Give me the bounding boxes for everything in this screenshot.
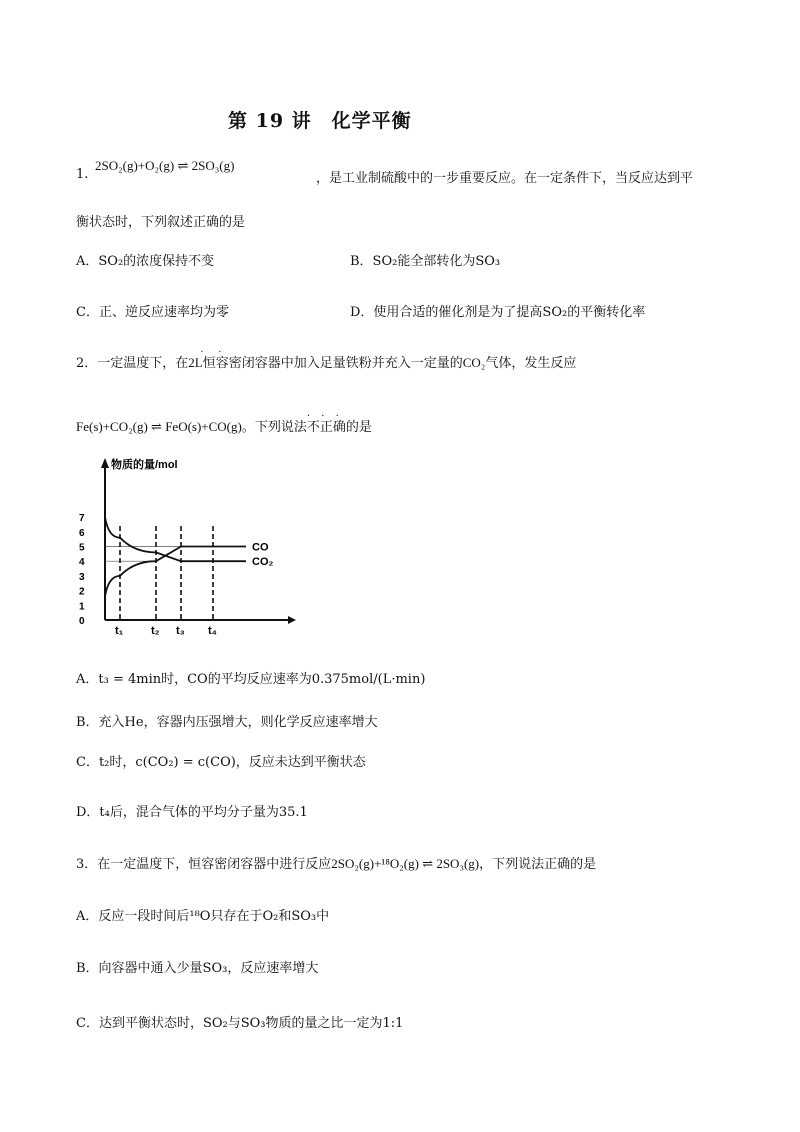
q1-option-b: B．SO₂能全部转化为SO₃ — [350, 254, 501, 269]
y-axis-label: 物质的量/mol — [111, 459, 178, 471]
q3-option-a: A．反应一段时间后¹⁸O只存在于O₂和SO₃中 — [76, 909, 330, 924]
y-tick-label: 0 — [79, 616, 85, 627]
q1-option-d: D．使用合适的催化剂是为了提高SO₂的平衡转化率 — [350, 305, 646, 320]
x-tick-label: t₄ — [208, 625, 217, 637]
q3-option-b: B．向容器中通入少量SO₃，反应速率增大 — [76, 961, 319, 976]
q2-volume: 2L · · — [188, 355, 202, 370]
q1-number: 1. — [76, 167, 89, 182]
x-tick-label: t₃ — [176, 625, 185, 637]
y-tick-label: 5 — [79, 542, 85, 554]
q2-option-c: C．t₂时，c(CO₂) = c(CO)，反应未达到平衡状态 — [76, 755, 366, 770]
q2-co2: CO₂ — [462, 355, 486, 370]
y-tick-label: 2 — [79, 586, 85, 598]
q2-stem-part2: 恒容密闭容器中加入足量铁粉并充入一定量的 — [202, 356, 463, 371]
q1-stem-line1: ，是工业制硫酸中的一步重要反应。在一定条件下，当反应达到平 — [316, 171, 694, 186]
q2-stem-part3: 气体，发生反应 — [485, 356, 577, 371]
amount-time-chart — [70, 452, 300, 642]
q1-option-c: C．正、逆反应速率均为零 — [76, 305, 229, 320]
q2-emphasis: 不正确 · · · — [307, 420, 346, 435]
series-line-co2 — [105, 517, 246, 561]
q2-option-a: A．t₃ = 4min时，CO的平均反应速率为0.375mol/(L·min) — [76, 672, 426, 687]
q2-stem-part5: 的是 — [345, 420, 372, 435]
series-label-co: CO — [252, 541, 269, 554]
series-line-co — [105, 547, 246, 597]
chart-layer — [79, 457, 296, 637]
q2-stem-line1 — [76, 352, 576, 371]
q2-stem-part1: 2．一定温度下，在 — [76, 356, 189, 371]
q2-option-b: B．充入He，容器内压强增大，则化学反应速率增大 — [76, 715, 378, 730]
q1-formula: 2SO₂(g)+O₂(g) ⇌ 2SO₃(g) — [95, 158, 235, 173]
y-tick-label: 7 — [79, 513, 85, 525]
x-tick-label: t₂ — [151, 625, 160, 637]
q1-option-a: A．SO₂的浓度保持不变 — [76, 254, 215, 269]
y-axis-arrow — [101, 458, 109, 468]
x-tick-label: t₁ — [115, 625, 124, 637]
y-tick-label: 6 — [79, 527, 85, 539]
y-tick-label: 3 — [79, 571, 85, 583]
q1-stem-line2: 衡状态时，下列叙述正确的是 — [76, 215, 246, 230]
q3-stem — [76, 853, 596, 872]
q3-option-c: C．达到平衡状态时，SO₂与SO₃物质的量之比一定为1:1 — [76, 1016, 404, 1031]
q2-stem-part4: 。下列说法 — [241, 420, 307, 435]
q3-formula: 2SO₂(g)+¹⁸O₂(g) ⇌ 2SO₃(g) — [331, 856, 480, 871]
q3-stem-part1: 3．在一定温度下，恒容密闭容器中进行反应 — [76, 857, 332, 872]
q3-stem-part2: ，下列说法正确的是 — [479, 857, 597, 872]
series-label-co2: CO₂ — [252, 556, 274, 569]
q2-formula: Fe(s)+CO₂(g) ⇌ FeO(s)+CO(g) — [76, 419, 242, 434]
page-title: 第 19 讲 化学平衡 — [228, 110, 412, 132]
q2-option-d: D．t₄后，混合气体的平均分子量为35.1 — [76, 805, 308, 820]
q2-stem-line2 — [76, 416, 372, 435]
y-tick-label: 4 — [79, 557, 85, 569]
x-axis-arrow — [288, 616, 296, 624]
y-tick-label: 1 — [79, 601, 85, 613]
